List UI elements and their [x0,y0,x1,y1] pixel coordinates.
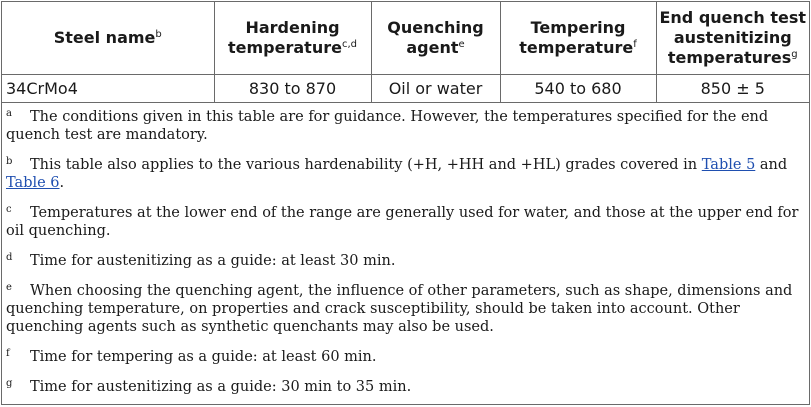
cell-quenching: Oil or water [371,75,500,103]
table-6-link[interactable]: Table 6 [6,175,60,191]
footnote-marker: f [6,348,10,359]
footnote-text: Temperatures at the lower end of the range are generally used for water, and those at the upper end for oil quenching. [6,205,799,239]
header-quenching-agent: Quenching agent$^e$ [371,2,500,75]
cell-steel-name: 34CrMo4 [2,75,214,103]
footnote-marker: c [6,204,12,215]
footnote-text: When choosing the quenching agent, the influence of other parameters, such as shape, dimensions and quenching temperature, on properties and crack susceptibility, should be taken into account. Other quenching agents such as synthetic quenchants may also be used. [6,283,793,335]
cell-hardening: 830 to 870 [214,75,371,103]
table-header-row [2,2,809,75]
footnote-text: The conditions given in this table are for guidance. However, the temperatures specified for the end quench test are mandatory. [6,109,769,143]
footnote-text: Time for austenitizing as a guide: 30 min to 35 min. [30,379,412,395]
footnote-marker: g [6,378,13,389]
header-steel-name: Steel name$^b$ [2,2,214,75]
footnote-b: b This table also applies to the various hardenability (+H, +HH and +HL) grades covered in Table 5 and Table 6. [6,153,805,192]
footnote-e [6,279,805,336]
table-row [2,75,809,103]
footnote-text: Time for tempering as a guide: at least 60 min. [30,349,377,365]
footnote-text: This table also applies to the various hardenability (+H, +HH and +HL) grades covered in [30,157,702,173]
header-end-quench-temperature: End quench test austenitizing temperatures$^g$ [656,2,809,75]
header-hardening-temperature: Hardening temperature$^{c,d}$ [214,2,371,75]
cell-tempering: 540 to 680 [500,75,656,103]
footnote-d [6,249,805,270]
footnote-a [6,105,805,144]
footnote-f [6,345,805,366]
footnote-marker: b [6,156,13,167]
cell-end-quench: 850 ± 5 [656,75,809,103]
footnote-c [6,201,805,240]
footnote-text: Time for austenitizing as a guide: at least 30 min. [30,253,396,269]
footnote-marker: d [6,252,13,263]
footnote-marker: e [6,282,12,293]
table-footnotes [2,103,809,396]
footnote-g [6,375,805,396]
footnote-marker: a [6,108,12,119]
heat-treatment-table [2,2,809,103]
header-tempering-temperature: Tempering temperature$^f$ [500,2,656,75]
steel-table-container [1,1,810,405]
table-5-link[interactable]: Table 5 [701,157,756,173]
